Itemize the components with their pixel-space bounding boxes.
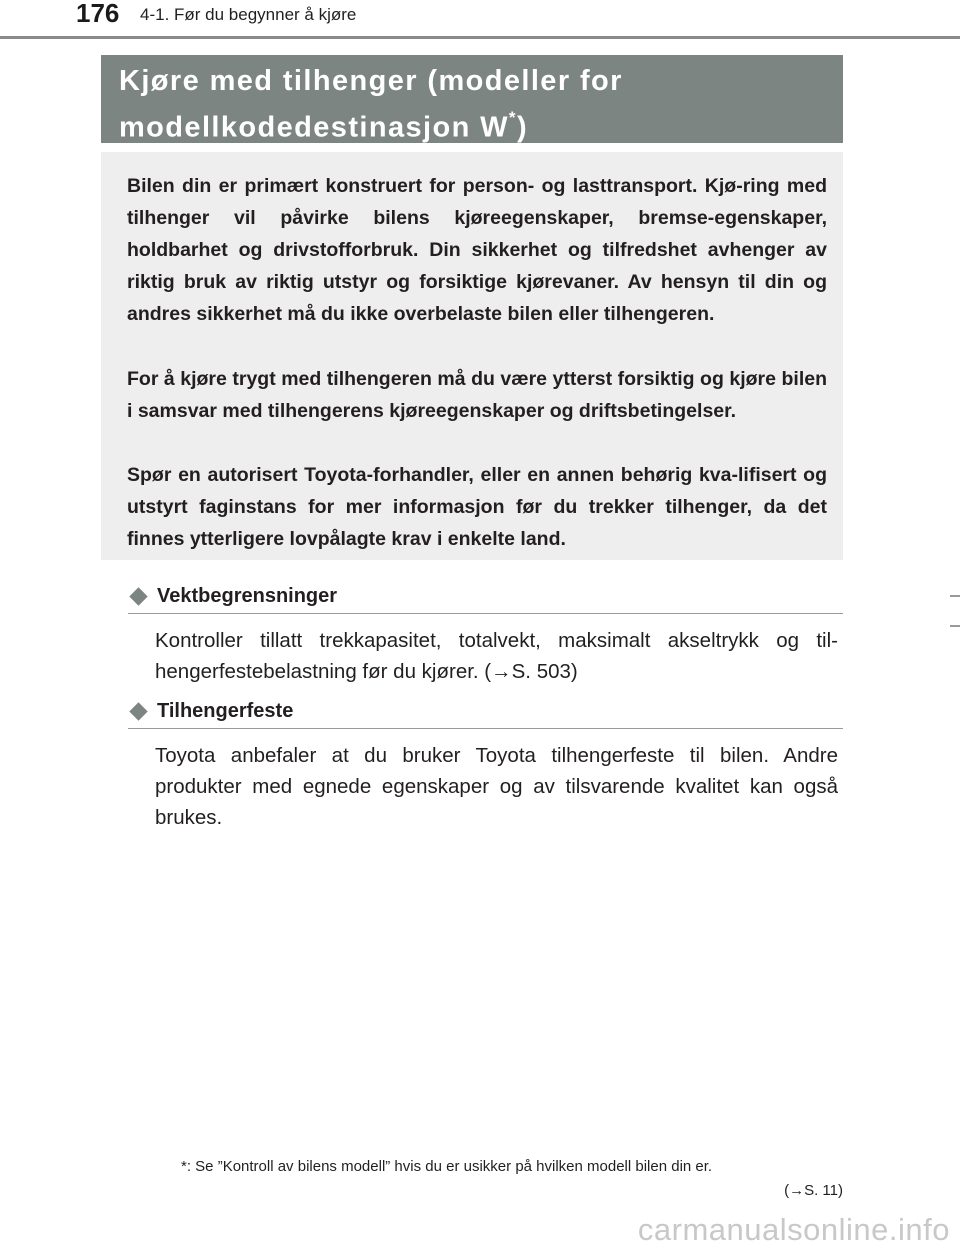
footnote-text: : Se ”Kontroll av bilens modell” hvis du er usikker på hvilken modell bilen din er.: [186, 1158, 713, 1175]
section-heading-label: Vektbegrensninger: [157, 585, 338, 607]
footnote-page-ref: (→S. 11): [784, 1182, 843, 1199]
intro-paragraph-2: For å kjøre trygt med tilhengeren må du være ytterst forsiktig og kjøre bilen i samsvar med tilhengerens kjøreegenskaper og driftsbetingelser.: [127, 368, 827, 422]
title-banner: [101, 55, 843, 143]
section-heading-trailer-hitch: [128, 700, 843, 723]
section-label: 4-1. Før du begynner å kjøre: [140, 5, 357, 24]
margin-tick: [950, 595, 960, 597]
section-divider: [128, 613, 843, 614]
page-number: 176: [76, 0, 120, 28]
title-main: Kjøre med tilhenger (modeller for modellkodedestinasjon W: [119, 65, 623, 144]
section-heading-weight-limits: [128, 585, 843, 608]
title-asterisk-mark: *: [508, 108, 517, 127]
section-heading-label: Tilhengerfeste: [157, 700, 294, 722]
header-divider: [0, 36, 960, 39]
section-divider: [128, 728, 843, 729]
footnote: [181, 1155, 843, 1203]
page-title: [119, 61, 833, 148]
footnote-asterisk-mark: *: [181, 1158, 187, 1175]
intro-paragraph-3: Spør en autorisert Toyota-forhandler, eller en annen behørig kva-lifisert og utstyrt faginstans for mer informasjon før du trekker tilhenger, da det finnes ytterligere lovpålagte krav i enkelte land.: [127, 464, 827, 550]
margin-tick: [950, 625, 960, 627]
intro-box: [101, 152, 843, 560]
section-body-trailer-hitch: Toyota anbefaler at du bruker Toyota tilhengerfeste til bilen. Andre produkter med egnede egenskaper og av tilsvarende kvalitet kan også brukes.: [155, 744, 838, 829]
section-body-weight-limits: Kontroller tillatt trekkapasitet, totalvekt, maksimalt akseltrykk og til-hengerfestebelastning før du kjører. (→S. 503): [155, 629, 838, 683]
watermark: carmanualsonline.info: [637, 1212, 950, 1247]
intro-paragraph-1: Bilen din er primært konstruert for person- og lasttransport. Kjø-ring med tilhenger vil påvirke bilens kjøreegenskaper, bremse-egenskaper, holdbarhet og drivstofforbruk. Din sikkerhet og tilfredshet avhenger av riktig bruk av riktig utstyr og forsiktige kjørevaner. Av hensyn til din og andres sikkerhet må du ikke overbelaste bilen eller tilhengeren.: [127, 175, 827, 325]
diamond-bullet-icon: [129, 702, 147, 720]
title-close: ): [516, 111, 529, 144]
diamond-bullet-icon: [129, 587, 147, 605]
